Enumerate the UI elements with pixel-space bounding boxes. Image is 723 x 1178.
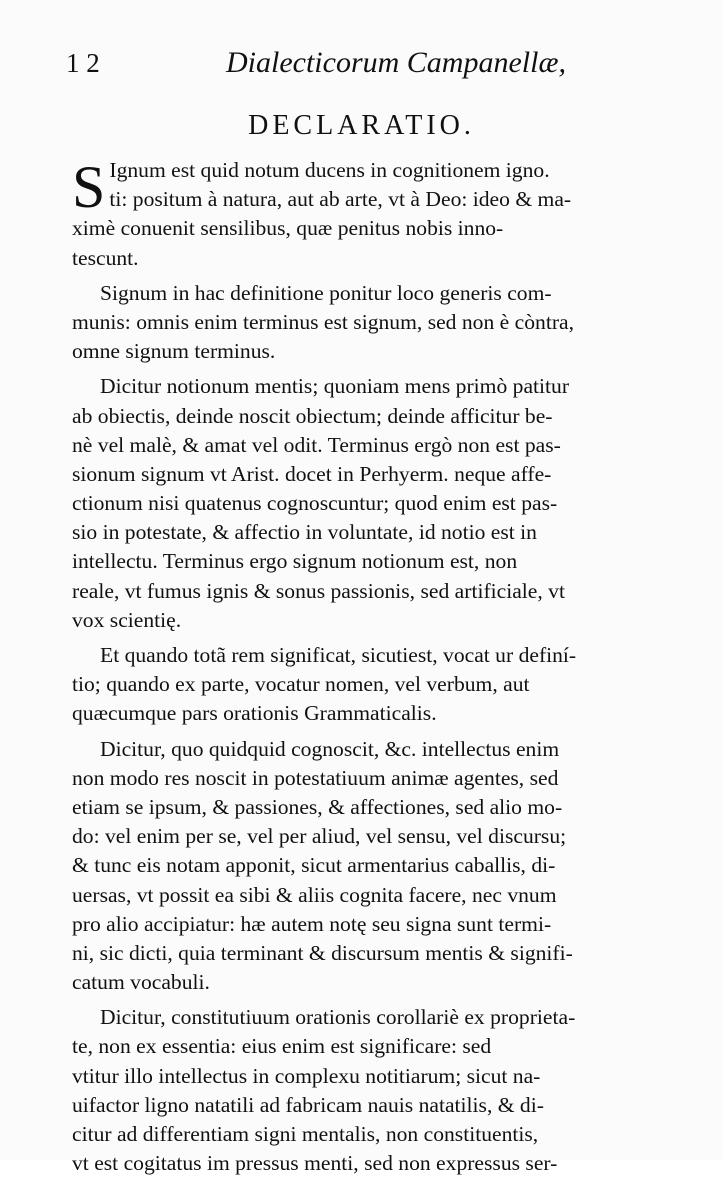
section-title: DECLARATIO. [248, 110, 475, 141]
drop-cap: S [72, 154, 106, 220]
text-line: omne signum terminus. [72, 339, 276, 364]
text-line: pro alio accipiatur: hæ autem notę seu signa sunt termi- [72, 911, 552, 936]
text-line: catum vocabuli. [72, 970, 210, 995]
text-line: sionum signum vt Arist. docet in Perhyerm. neque affe- [72, 461, 552, 486]
text-line: etiam se ipsum, & passiones, & affectiones, sed alio mo- [72, 794, 563, 819]
text-line: uifactor ligno natatili ad fabricam nauis natatilis, & di- [72, 1092, 544, 1117]
text-line: vt est cogitatus im pressus menti, sed non expressus ser- [72, 1151, 558, 1176]
text-line: reale, vt fumus ignis & sonus passionis, sed artificiale, vt [72, 578, 565, 603]
text-line: ximè conuenit sensilibus, quæ penitus nobis inno- [72, 216, 504, 241]
text-line: nè vel malè, & amat vel odit. Terminus ergò non est pas- [72, 432, 561, 457]
text-line: ti: positum à natura, aut ab arte, vt à Deo: ideo & ma- [109, 187, 572, 212]
running-title: Dialecticorum Campanellæ, [226, 46, 566, 79]
paragraph-definition [72, 156, 668, 273]
paragraph-signum [72, 279, 668, 308]
paragraph-constitutiuum [72, 1003, 668, 1178]
text-line: Dicitur, constitutiuum orationis corollariè ex proprieta- [100, 1005, 576, 1030]
text-line: quæcumque pars orationis Grammaticalis. [72, 701, 437, 726]
text-line: sio in potestate, & affectio in voluntate, id notio est in [72, 520, 537, 545]
text-line: Dicitur notionum mentis; quoniam mens primò patitur [100, 374, 570, 399]
paragraph-quo-quidquid [72, 735, 668, 998]
paragraph-notionum [72, 372, 668, 635]
text-line: Signum in hac definitione ponitur loco generis com- [100, 280, 552, 305]
text-line: intellectu. Terminus ergo signum notionum est, non [72, 549, 518, 574]
text-line: citur ad differentiam signi mentalis, non constituentis, [72, 1122, 539, 1146]
text-line: vox scientię. [72, 607, 182, 632]
text-line: munis: omnis enim terminus est signum, sed non è còntra, [72, 309, 575, 334]
text-line: ab obiectis, deinde noscit obiectum; deinde afficitur be- [72, 403, 553, 428]
text-line: do: vel enim per se, vel per aliud, vel sensu, vel discursu; [72, 824, 567, 849]
text-line: ctionum nisi quatenus cognoscuntur; quod enim est pas- [72, 491, 558, 516]
text-line: tescunt. [72, 245, 139, 270]
page-header [66, 44, 666, 84]
body-text [72, 156, 668, 1178]
text-line: uersas, vt possit ea sibi & aliis cognita facere, nec vnum [72, 882, 557, 907]
text-line: ni, sic dicti, quia terminant & discursum mentis & signifi- [72, 940, 573, 965]
text-line: Ignum est quid notum ducens in cognitionem igno. [109, 158, 550, 182]
page-number: 1 2 [66, 48, 100, 78]
text-line: Et quando totã rem significat, sicutiest, vocat ur definí- [100, 643, 577, 667]
text-line: te, non ex essentia: eius enim est significare: sed [72, 1034, 492, 1059]
text-line: tio; quando ex parte, vocatur nomen, vel verbum, aut [72, 672, 530, 697]
text-line: Dicitur, quo quidquid cognoscit, &c. intellectus enim [100, 736, 560, 761]
text-line: & tunc eis notam apponit, sicut armentarius caballis, di- [72, 853, 556, 878]
text-line: non modo res noscit in potestatiuum animæ agentes, sed [72, 765, 559, 790]
paragraph-quando [72, 641, 668, 729]
paragraph-signum-cont [72, 308, 668, 366]
text-line: vtitur illo intellectus in complexu notitiarum; sicut na- [72, 1063, 541, 1088]
